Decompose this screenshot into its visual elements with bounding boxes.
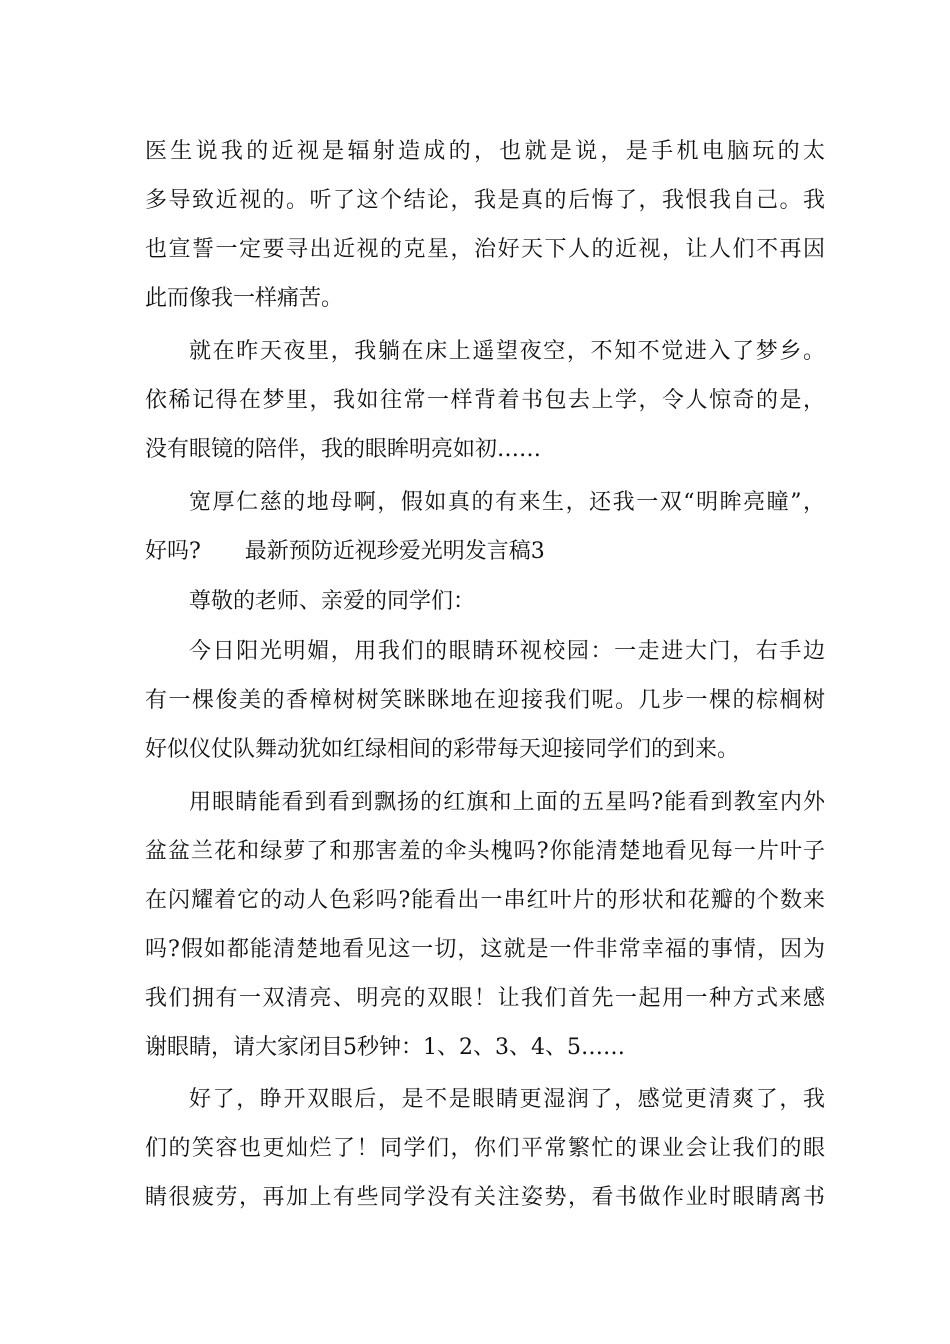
text-line: 用眼睛能看到看到飘扬的红旗和上面的五星吗?能看到教室内外	[189, 790, 825, 815]
text-line: 就在昨天夜里，我躺在床上遥望夜空，不知不觉进入了梦乡。	[189, 339, 825, 364]
text-line: 此而像我一样痛苦。	[145, 286, 344, 311]
text-line: 我们拥有一双清亮、明亮的双眼！让我们首先一起用一种方式来感	[145, 986, 825, 1011]
text-line: 也宣誓一定要寻出近视的克星，治好天下人的近视，让人们不再因	[145, 237, 825, 262]
text-line: 今日阳光明媚，用我们的眼睛环视校园：一走进大门，右手边	[189, 639, 825, 664]
text-line: 好似仪仗队舞动犹如红绿相间的彩带每天迎接同学们的到来。	[145, 737, 740, 762]
text-line: 谢眼睛，请大家闭目5秒钟：1、2、3、4、5……	[145, 1035, 625, 1060]
text-line: 有一棵俊美的香樟树树笑眯眯地在迎接我们呢。几步一棵的棕榈树	[145, 688, 825, 713]
text-line: 在闪耀着它的动人色彩吗?能看出一串红叶片的形状和花瓣的个数来	[145, 888, 825, 913]
text-line: 好了，睁开双眼后，是不是眼睛更湿润了，感觉更清爽了，我	[189, 1087, 825, 1112]
text-line: 盆盆兰花和绿萝了和那害羞的伞头槐吗?你能清楚地看见每一片叶子	[145, 839, 825, 864]
text-line: 们的笑容也更灿烂了！同学们，你们平常繁忙的课业会让我们的眼	[145, 1136, 825, 1161]
text-line: 尊敬的老师、亲爱的同学们：	[189, 589, 476, 614]
text-line: 医生说我的近视是辐射造成的，也就是说，是手机电脑玩的太	[145, 139, 825, 164]
text-line: 睛很疲劳，再加上有些同学没有关注姿势，看书做作业时眼睛离书	[145, 1185, 825, 1210]
text-line: 多导致近视的。听了这个结论，我是真的后悔了，我恨我自己。我	[145, 188, 825, 213]
text-line: 没有眼镜的陪伴，我的眼眸明亮如初……	[145, 437, 542, 462]
text-line: 宽厚仁慈的地母啊，假如真的有来生，还我一双“明眸亮瞳”，	[189, 490, 825, 515]
text-line: 好吗? 最新预防近视珍爱光明发言稿3	[145, 539, 545, 564]
text-line: 依稀记得在梦里，我如往常一样背着书包去上学，令人惊奇的是，	[145, 388, 825, 413]
text-line: 吗?假如都能清楚地看见这一切，这就是一件非常幸福的事情，因为	[145, 937, 825, 962]
